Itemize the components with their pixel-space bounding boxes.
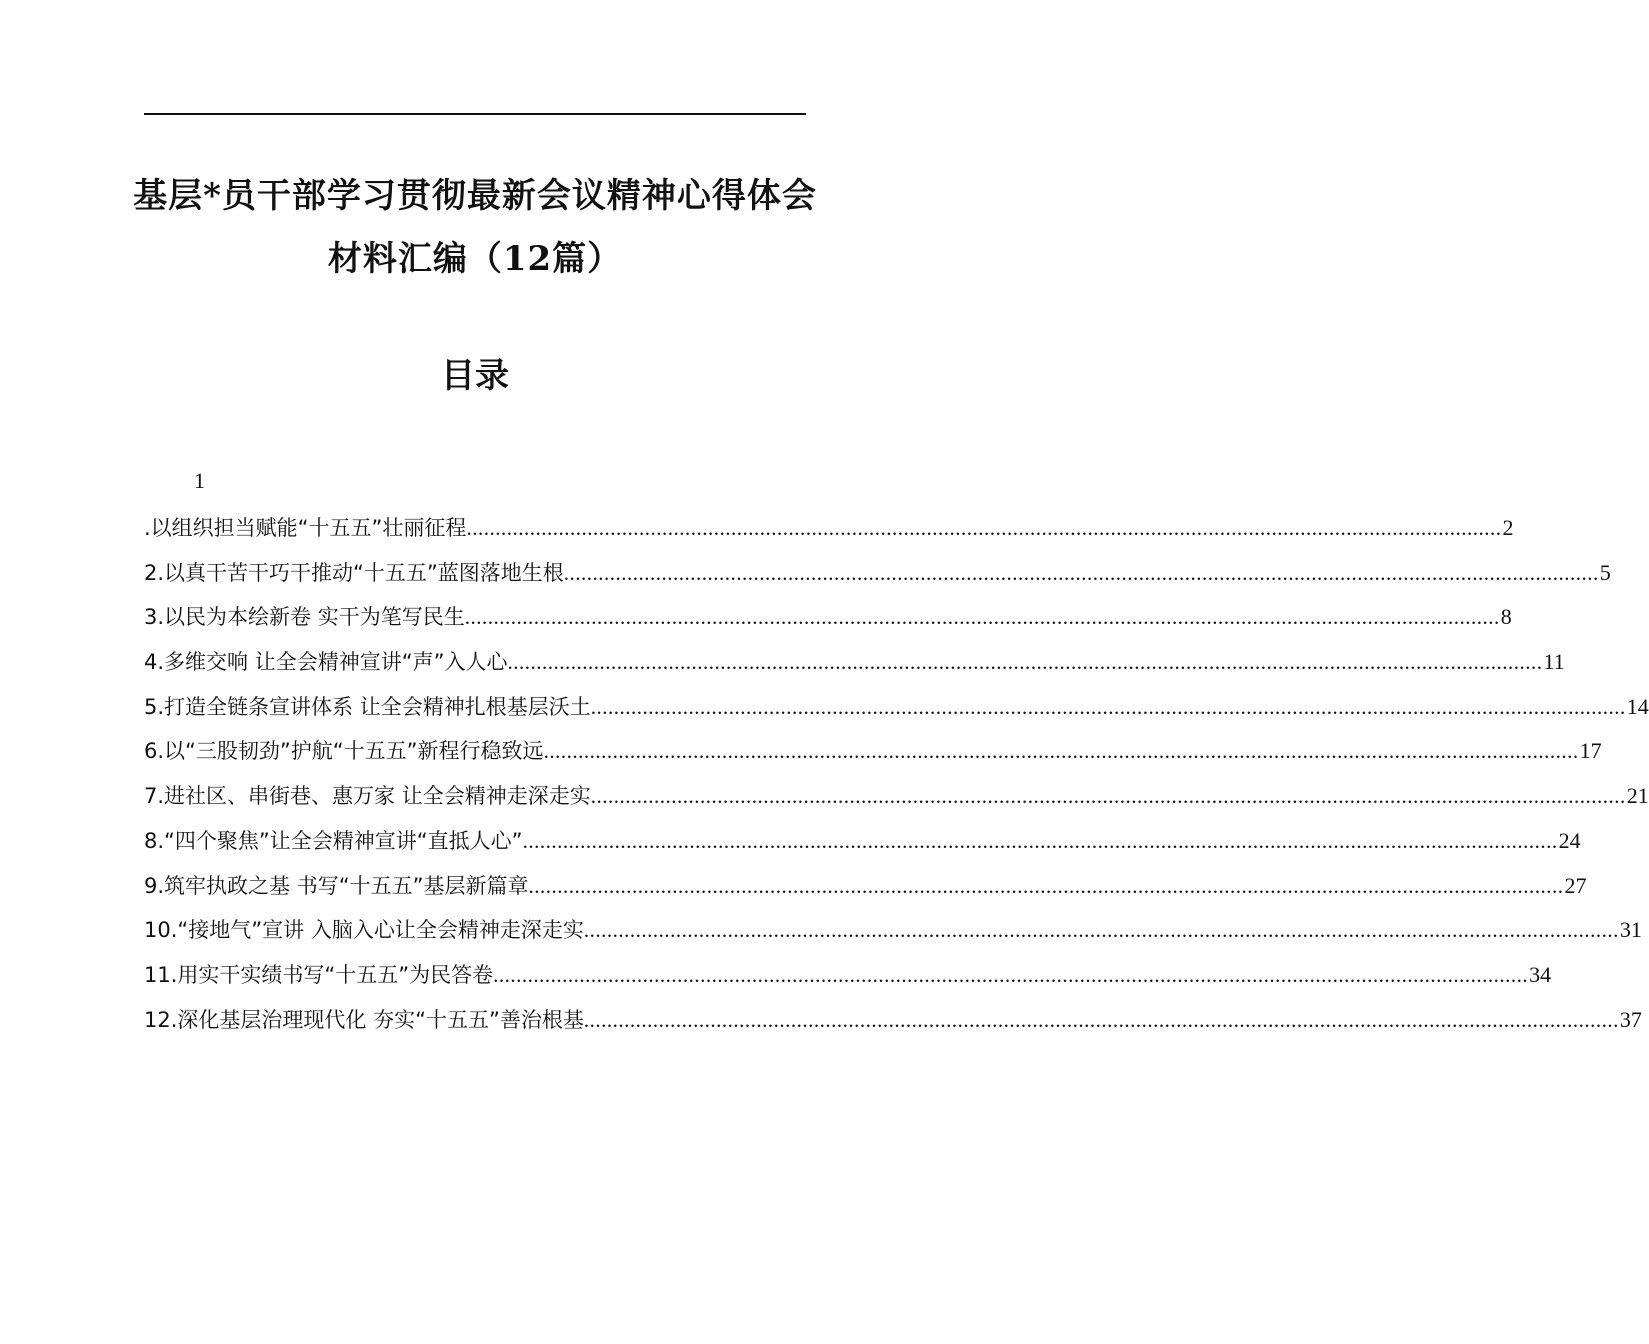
- toc-entry-title: 4.多维交响 让全会精神宣讲“声”入人心: [144, 650, 508, 675]
- toc-entry-page: 27: [1564, 872, 1587, 898]
- header-rule: [144, 113, 806, 115]
- toc-dot-leader: [466, 508, 1501, 548]
- toc-entry-page: 34: [1529, 961, 1552, 987]
- toc-dot-leader: [523, 821, 1558, 861]
- toc-entry[interactable]: [144, 597, 1512, 642]
- toc-entry-page: 31: [1619, 917, 1642, 943]
- toc-entry-page: 8: [1500, 604, 1512, 630]
- toc-dot-leader: [528, 866, 1563, 906]
- toc-dot-leader: [591, 776, 1626, 816]
- toc-entry-page: 14: [1626, 693, 1649, 719]
- toc-entry-title: 8.“四个聚焦”让全会精神宣讲“直抵人心”: [144, 828, 523, 853]
- toc-entry[interactable]: [144, 731, 1602, 776]
- toc-entry-title: 5.打造全链条宣讲体系 让全会精神扎根基层沃土: [144, 694, 591, 719]
- toc-entry-page: 2: [1502, 515, 1514, 540]
- toc-heading: 目录: [441, 356, 509, 396]
- toc-entry-title: .以组织担当赋能“十五五”壮丽征程: [144, 516, 467, 540]
- toc-entry[interactable]: [144, 642, 1565, 687]
- toc-dot-leader: [507, 642, 1542, 682]
- toc-entry[interactable]: [144, 821, 1581, 866]
- toc-entry[interactable]: [144, 955, 1552, 1000]
- toc-entry[interactable]: [144, 866, 1587, 911]
- toc-entry[interactable]: [144, 508, 1514, 553]
- toc-entry-title: 3.以民为本绘新卷 实干为笔写民生: [144, 605, 465, 630]
- toc-entry[interactable]: [144, 1000, 1642, 1045]
- toc-entry-title: 11.用实干实绩书写“十五五”为民答卷: [144, 962, 494, 987]
- toc-entry[interactable]: [144, 553, 1611, 598]
- toc-entry-page: 24: [1558, 827, 1581, 853]
- toc-entry-title: 12.深化基层治理现代化 夯实“十五五”善治根基: [144, 1007, 584, 1032]
- toc-entry-page: 21: [1626, 783, 1649, 809]
- toc-entry-title: 9.筑牢执政之基 书写“十五五”基层新篇章: [144, 873, 529, 898]
- toc-entry-page: 5: [1599, 559, 1611, 585]
- toc-entry-title: 7.进社区、串街巷、惠万家 让全会精神走深走实: [144, 784, 591, 809]
- toc-dot-leader: [591, 687, 1626, 727]
- toc-entry-page: 17: [1579, 738, 1602, 764]
- toc-entry-title: 6.以“三股韧劲”护航“十五五”新程行稳致远: [144, 739, 544, 764]
- table-of-contents: [144, 508, 1649, 1044]
- document-title: 基层*员干部学习贯彻最新会议精神心得体会材料汇编（12篇）: [133, 176, 817, 279]
- toc-entry[interactable]: [144, 687, 1649, 732]
- toc-dot-leader: [584, 1000, 1619, 1040]
- toc-dot-leader: [465, 597, 1500, 637]
- toc-entry-title: 10.“接地气”宣讲 入脑入心让全会精神走深走实: [144, 918, 584, 943]
- toc-entry-page: 11: [1543, 649, 1565, 675]
- toc-dot-leader: [564, 553, 1599, 593]
- toc-dot-leader: [584, 910, 1619, 950]
- toc-dot-leader: [544, 731, 1579, 771]
- toc-entry-title: 2.以真干苦干巧干推动“十五五”蓝图落地生根: [144, 560, 564, 585]
- toc-first-entry-number: 1: [194, 468, 205, 493]
- toc-entry[interactable]: [144, 910, 1642, 955]
- toc-entry[interactable]: [144, 776, 1649, 821]
- toc-dot-leader: [493, 955, 1528, 995]
- toc-entry-page: 37: [1619, 1006, 1642, 1032]
